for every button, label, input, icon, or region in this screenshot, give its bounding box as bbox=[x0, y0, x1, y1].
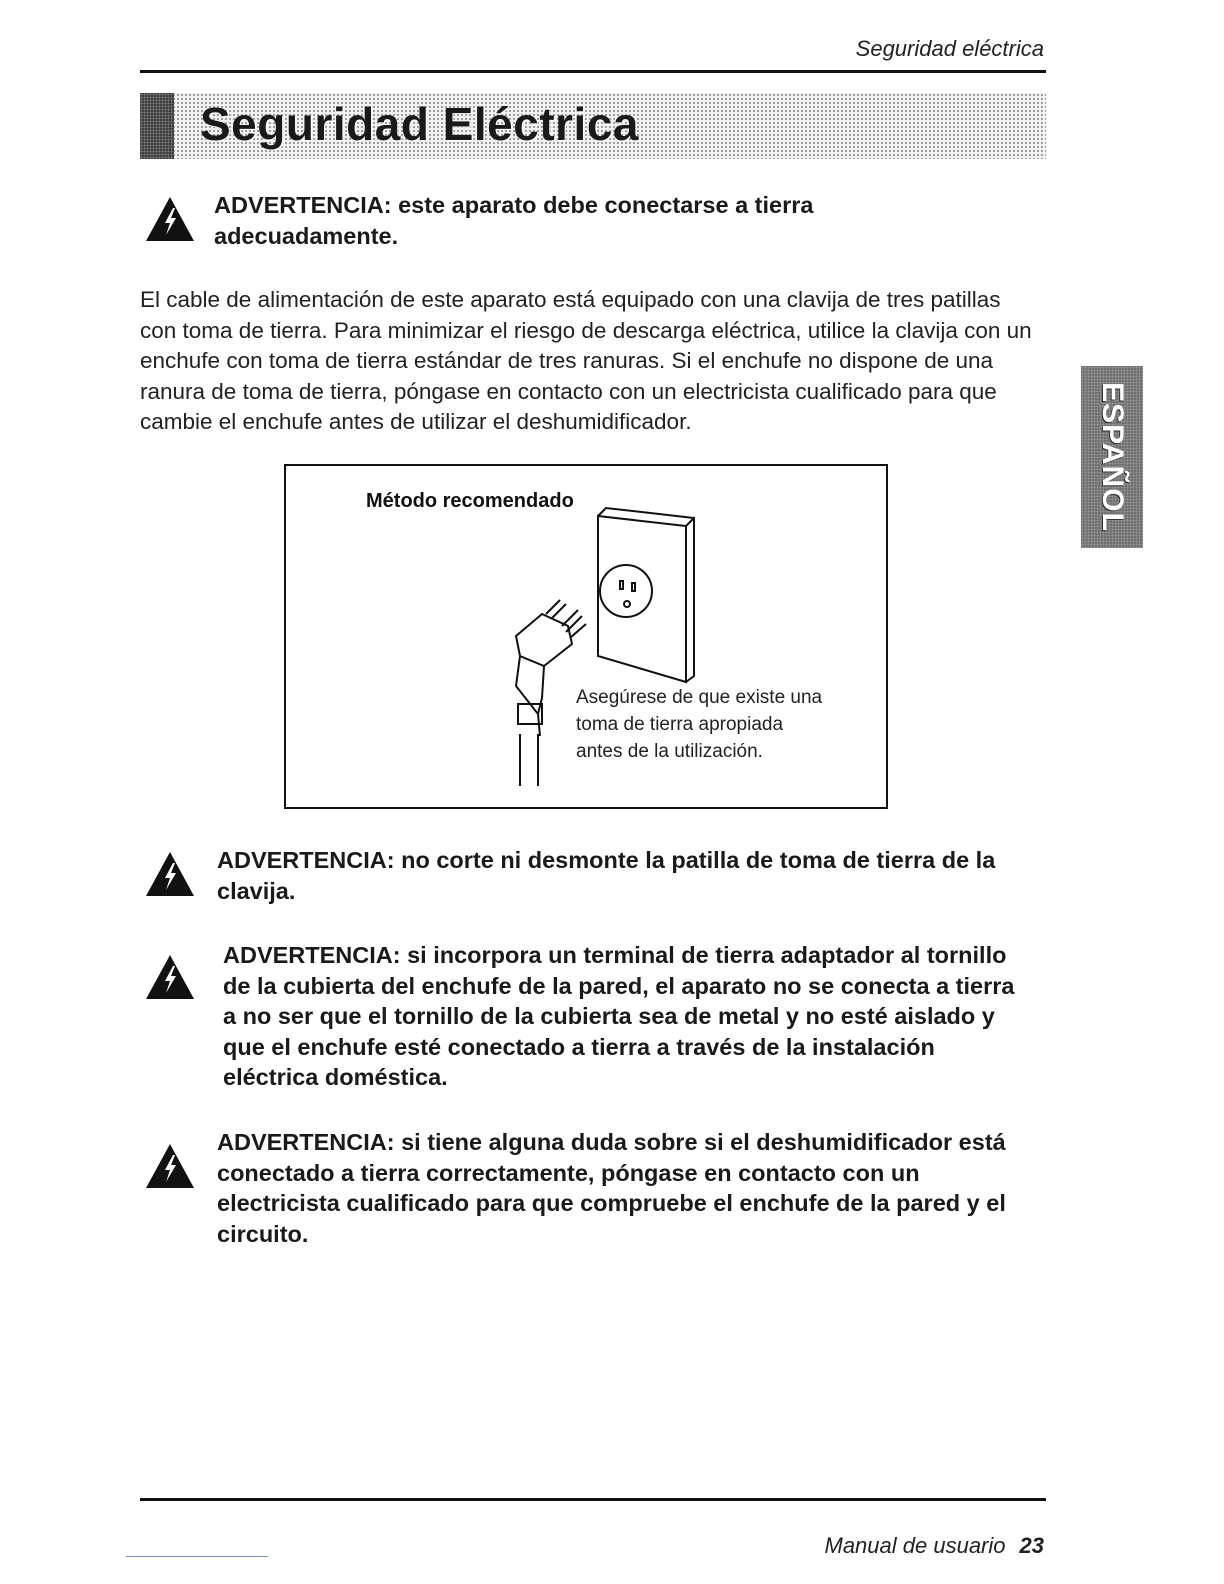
page-footer bbox=[825, 1533, 1045, 1559]
page-number: 23 bbox=[1019, 1533, 1044, 1558]
footer-label: Manual de usuario bbox=[824, 1533, 1006, 1558]
warning-triangle-icon bbox=[145, 1143, 195, 1189]
warning-3 bbox=[145, 940, 1045, 1100]
warning-text: ADVERTENCIA: no corte ni desmonte la patilla de toma de tierra de la clavija. bbox=[217, 847, 996, 904]
running-header: Seguridad eléctrica bbox=[855, 36, 1044, 61]
figure-box bbox=[284, 464, 888, 809]
figure-title: Método recomendado bbox=[366, 490, 574, 512]
warning-text: ADVERTENCIA: si incorpora un terminal de tierra adaptador al tornillo de la cubierta del enchufe de la pared, el aparato no se conecta a tierra a no ser que el tornillo de la cubierta sea de metal y no esté aislado y que el enchufe esté conectado a tierra a través de la instalación eléctrica doméstica. bbox=[223, 942, 1015, 1090]
caption-line: toma de tierra apropiada bbox=[576, 714, 784, 735]
caption-line: antes de la utilización. bbox=[576, 741, 763, 762]
language-tab bbox=[1081, 366, 1143, 548]
warning-triangle-icon bbox=[145, 954, 195, 1000]
warning-text: ADVERTENCIA: si tiene alguna duda sobre si el deshumidificador está conectado a tierra correctamente, póngase en contacto con un electricista cualificado para que compruebe el enchufe de la pared y el circuito. bbox=[217, 1129, 1006, 1247]
body-paragraph: El cable de alimentación de este aparato está equipado con una clavija de tres patillas con toma de tierra. Para minimizar el riesgo de descarga eléctrica, utilice la clavija con un enchufe con toma de tierra estándar de tres ranuras. Si el enchufe no dispone de una ranura de toma de tierra, póngase en contacto con un electricista cualificado para que cambie el enchufe antes de utilizar el deshumidificador. bbox=[140, 287, 1032, 434]
warning-1 bbox=[145, 190, 1045, 260]
warning-triangle-icon bbox=[145, 851, 195, 897]
warning-2 bbox=[145, 845, 1045, 915]
section-title: Seguridad Eléctrica bbox=[200, 98, 639, 150]
section-banner bbox=[140, 93, 1046, 159]
caption-line: Asegúrese de que existe una bbox=[576, 687, 823, 708]
bottom-divider bbox=[140, 1498, 1046, 1501]
warning-triangle-icon bbox=[145, 196, 195, 242]
top-divider bbox=[140, 70, 1046, 73]
figure-caption bbox=[576, 684, 822, 765]
page-link-underline bbox=[126, 1556, 268, 1557]
wall-outlet-icon bbox=[598, 508, 694, 682]
warning-text: ADVERTENCIA: este aparato debe conectarse a tierra adecuadamente. bbox=[214, 192, 814, 249]
banner-block bbox=[140, 93, 174, 159]
warning-4 bbox=[145, 1127, 1045, 1257]
language-tab-label: ESPAÑOL bbox=[1096, 382, 1129, 532]
